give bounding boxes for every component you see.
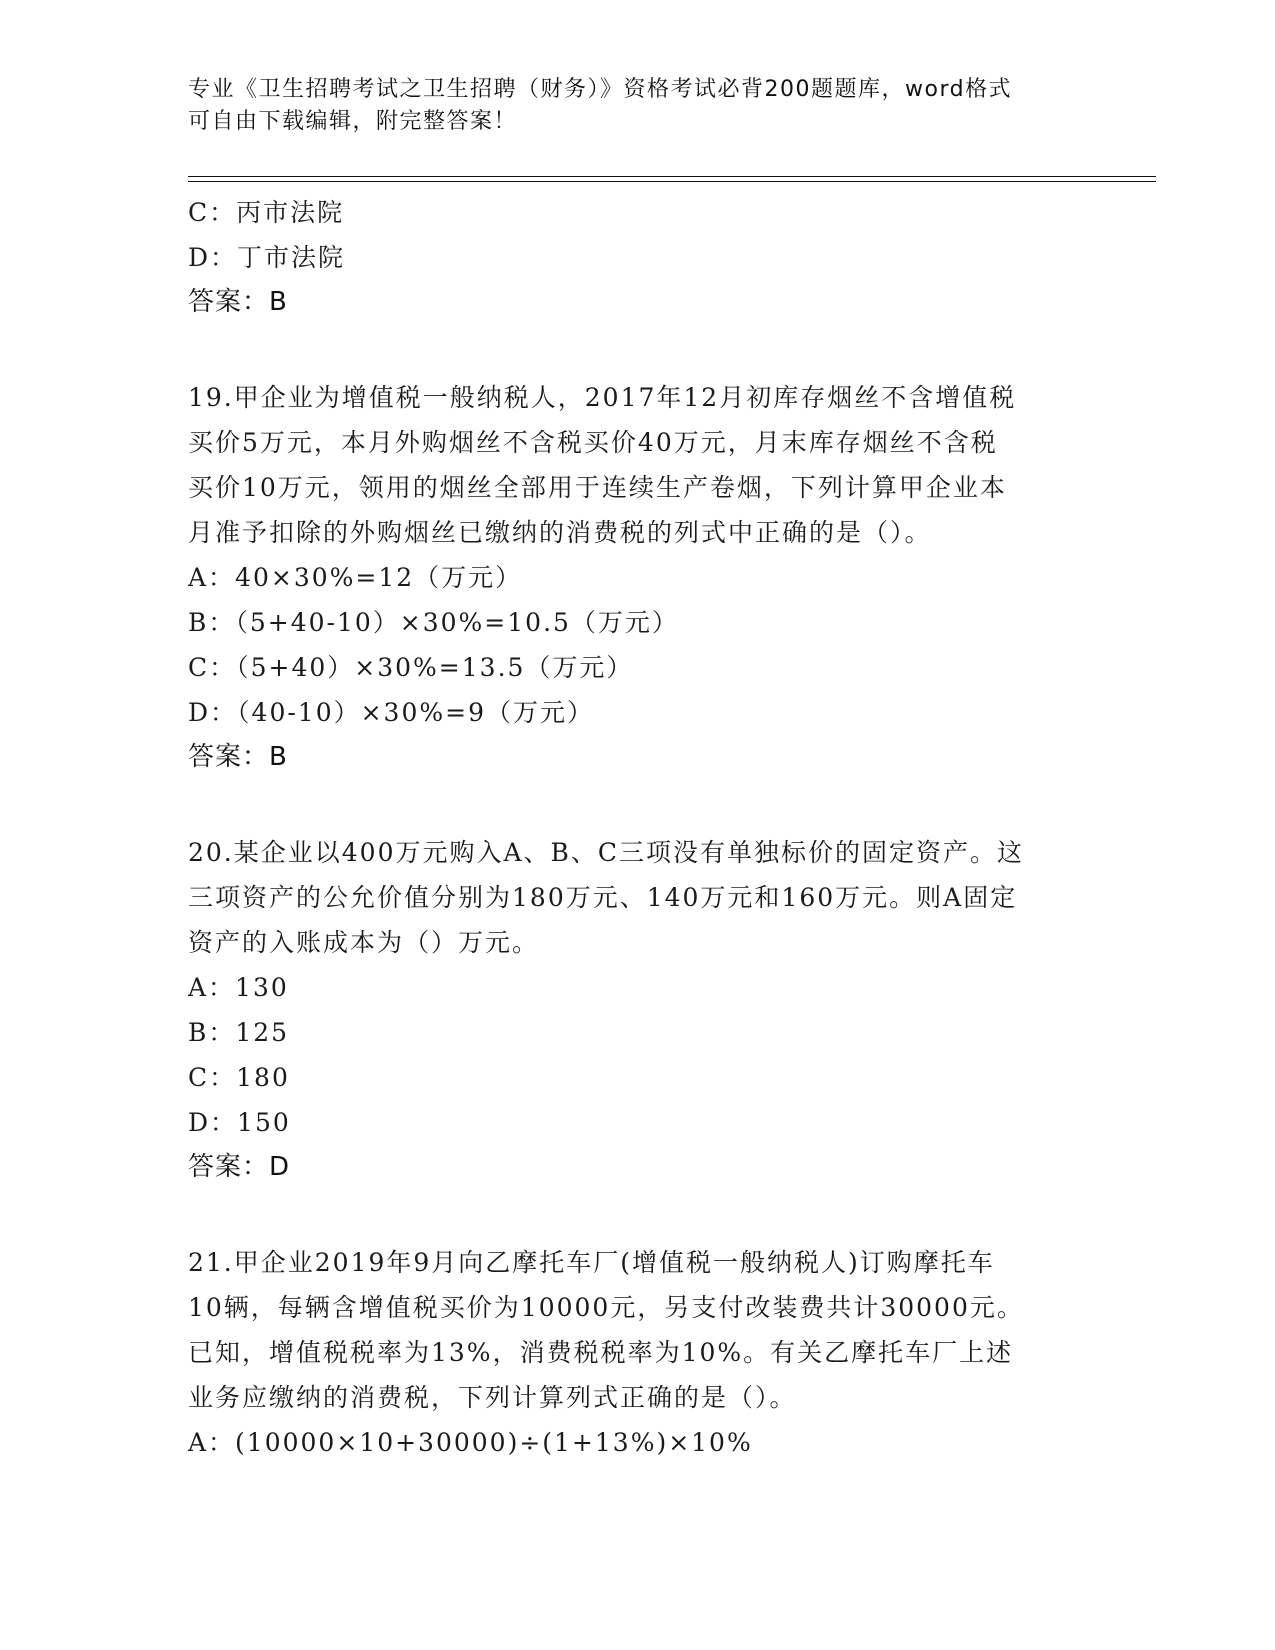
option-c: C：丙市法院 [188, 198, 345, 227]
option-d: D：丁市法院 [188, 243, 346, 272]
header-rule-bottom [188, 181, 1156, 182]
question-stem-line: 业务应缴纳的消费税，下列计算列式正确的是（）。 [188, 1383, 797, 1412]
option-c: C：（5+40）×30%=13.5（万元） [188, 653, 634, 682]
option-d: D：（40-10）×30%=9（万元） [188, 698, 594, 727]
question-20 [188, 830, 1088, 1190]
answer-line: 答案：D [188, 1152, 291, 1182]
spacer [188, 325, 1088, 375]
option-b: B：（5+40-10）×30%=10.5（万元） [188, 608, 679, 637]
header-rule-top [188, 176, 1156, 177]
document-body [188, 190, 1088, 1465]
option-a: A：(10000×10+30000)÷(1+13%)×10% [188, 1428, 753, 1457]
question-18-tail [188, 190, 1088, 325]
question-stem-line: 20.某企业以400万元购入A、B、C三项没有单独标价的固定资产。这 [188, 838, 1025, 867]
question-stem-line: 三项资产的公允价值分别为180万元、140万元和160万元。则A固定 [188, 883, 1018, 912]
option-d: D：150 [188, 1108, 291, 1137]
question-stem-line: 月准予扣除的外购烟丝已缴纳的消费税的列式中正确的是（）。 [188, 518, 932, 547]
question-stem-line: 10辆，每辆含增值税买价为10000元，另支付改装费共计30000元。 [188, 1293, 1024, 1322]
spacer [188, 1190, 1088, 1240]
question-stem-line: 19.甲企业为增值税一般纳税人，2017年12月初库存烟丝不含增值税 [188, 383, 1017, 412]
option-a: A：130 [188, 973, 289, 1002]
question-stem-line: 资产的入账成本为（）万元。 [188, 928, 540, 957]
question-stem-line: 买价10万元，领用的烟丝全部用于连续生产卷烟，下列计算甲企业本 [188, 473, 1007, 502]
question-21 [188, 1240, 1088, 1465]
spacer [188, 780, 1088, 830]
question-stem-line: 买价5万元，本月外购烟丝不含税买价40万元，月末库存烟丝不含税 [188, 428, 998, 457]
question-stem-line: 已知，增值税税率为13%，消费税税率为10%。有关乙摩托车厂上述 [188, 1338, 1014, 1367]
page-header [188, 74, 1068, 138]
question-stem-line: 21.甲企业2019年9月向乙摩托车厂(增值税一般纳税人)订购摩托车 [188, 1248, 995, 1277]
option-b: B：125 [188, 1018, 290, 1047]
answer-line: 答案：B [188, 287, 288, 317]
header-title-line-1: 专业《卫生招聘考试之卫生招聘（财务）》资格考试必背200题题库，word格式 [188, 77, 1013, 102]
option-a: A：40×30%=12（万元） [188, 563, 523, 592]
option-c: C：180 [188, 1063, 290, 1092]
answer-line: 答案：B [188, 742, 288, 772]
question-19 [188, 375, 1088, 780]
header-title-line-2: 可自由下载编辑，附完整答案！ [188, 109, 518, 134]
